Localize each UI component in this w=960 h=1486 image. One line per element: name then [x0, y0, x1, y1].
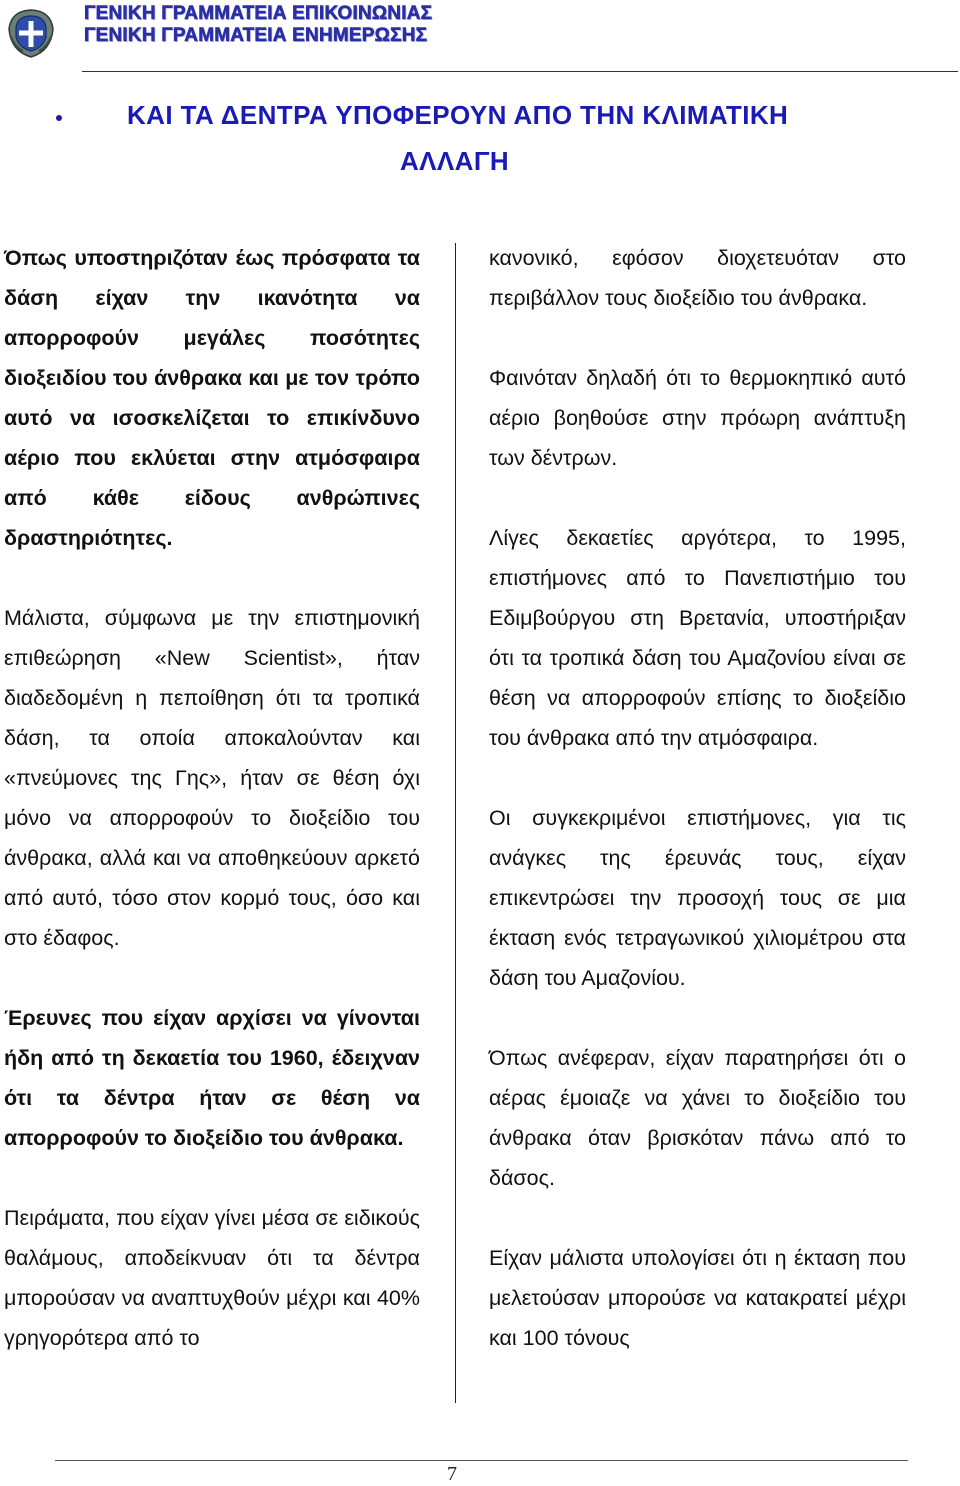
- paragraph: Μάλιστα, σύμφωνα με την επιστημονική επιθεώρηση «New Scientist», ήταν διαδεδομένη η πεποίθηση ότι τα τροπικά δάση, τα οποία αποκαλούνταν και «πνεύμονες της Γης», ήταν σε θέση όχι μόνο να απορροφούν το διοξείδιο του άνθρακα, αλλά και να αποθηκεύουν αρκετό από αυτό, τόσο στον κορμό τους, όσο και στο έδαφος.: [4, 606, 420, 950]
- article-title-line-1: ΚΑΙ ΤΑ ΔΕΝΤΡΑ ΥΠΟΦΕΡΟΥΝ ΑΠΟ ΤΗΝ ΚΛΙΜΑΤΙΚΗ: [127, 100, 789, 130]
- header-divider: [82, 71, 958, 72]
- column-divider: [455, 243, 456, 1403]
- left-column: [4, 238, 420, 1398]
- page-number: 7: [447, 1463, 457, 1485]
- paragraph: κανονικό, εφόσον διοχετευόταν στο περιβάλλον τους διοξείδιο του άνθρακα.: [489, 246, 906, 310]
- paragraph: Όπως ανέφεραν, είχαν παρατηρήσει ότι ο αέρας έμοιαζε να χάνει το διοξείδιο του άνθρακα όταν βρισκόταν πάνω από το δάσος.: [489, 1046, 906, 1190]
- paragraph: Οι συγκεκριμένοι επιστήμονες, για τις ανάγκες της έρευνάς τους, είχαν επικεντρώσει την προσοχή τους σε μια έκταση ενός τετραγωνικού χιλιομέτρου στα δάση του Αμαζονίου.: [489, 806, 906, 990]
- paragraph: Φαινόταν δηλαδή ότι το θερμοκηπικό αυτό αέριο βοηθούσε στην πρόωρη ανάπτυξη των δέντρων.: [489, 366, 906, 470]
- paragraph: Είχαν μάλιστα υπολογίσει ότι η έκταση που μελετούσαν μπορούσε να κατακρατεί μέχρι και 100 τόνους: [489, 1246, 906, 1350]
- title-bullet-icon: [56, 115, 62, 121]
- footer-divider: [55, 1460, 908, 1461]
- hellenic-coat-of-arms-icon: [5, 7, 57, 59]
- paragraph: Πειράματα, που είχαν γίνει μέσα σε ειδικούς θαλάμους, αποδείκνυαν ότι τα δέντρα μπορούσαν να αναπτυχθούν μέχρι και 40% γρηγορότερα από το: [4, 1206, 420, 1350]
- page-header: [0, 0, 960, 80]
- paragraph: Όπως υποστηριζόταν έως πρόσφατα τα δάση είχαν την ικανότητα να απορροφούν μεγάλες ποσότητες διοξειδίου του άνθρακα και με τον τρόπο αυτό να ισοσκελίζεται το επικίνδυνο αέριο που εκλύεται στην ατμόσφαιρα από κάθε είδους ανθρώπινες δραστηριότητες.: [4, 246, 420, 550]
- article-title-line-2: ΑΛΛΑΓΗ: [400, 146, 510, 176]
- right-column: [489, 238, 906, 1398]
- organization-line-1: ΓΕΝΙΚΗ ΓΡΑΜΜΑΤΕΙΑ ΕΠΙΚΟΙΝΩΝΙΑΣ: [84, 3, 433, 24]
- paragraph: Έρευνες που είχαν αρχίσει να γίνονται ήδη από τη δεκαετία του 1960, έδειχναν ότι τα δέντρα ήταν σε θέση να απορροφούν το διοξείδιο του άνθρακα.: [4, 1006, 420, 1150]
- organization-line-2: ΓΕΝΙΚΗ ΓΡΑΜΜΑΤΕΙΑ ΕΝΗΜΕΡΩΣΗΣ: [84, 25, 428, 46]
- paragraph: Λίγες δεκαετίες αργότερα, το 1995, επιστήμονες από το Πανεπιστήμιο του Εδιμβούργου στη Βρετανία, υποστήριξαν ότι τα τροπικά δάση του Αμαζονίου είναι σε θέση να απορροφούν επίσης το διοξείδιο του άνθρακα από την ατμόσφαιρα.: [489, 526, 906, 750]
